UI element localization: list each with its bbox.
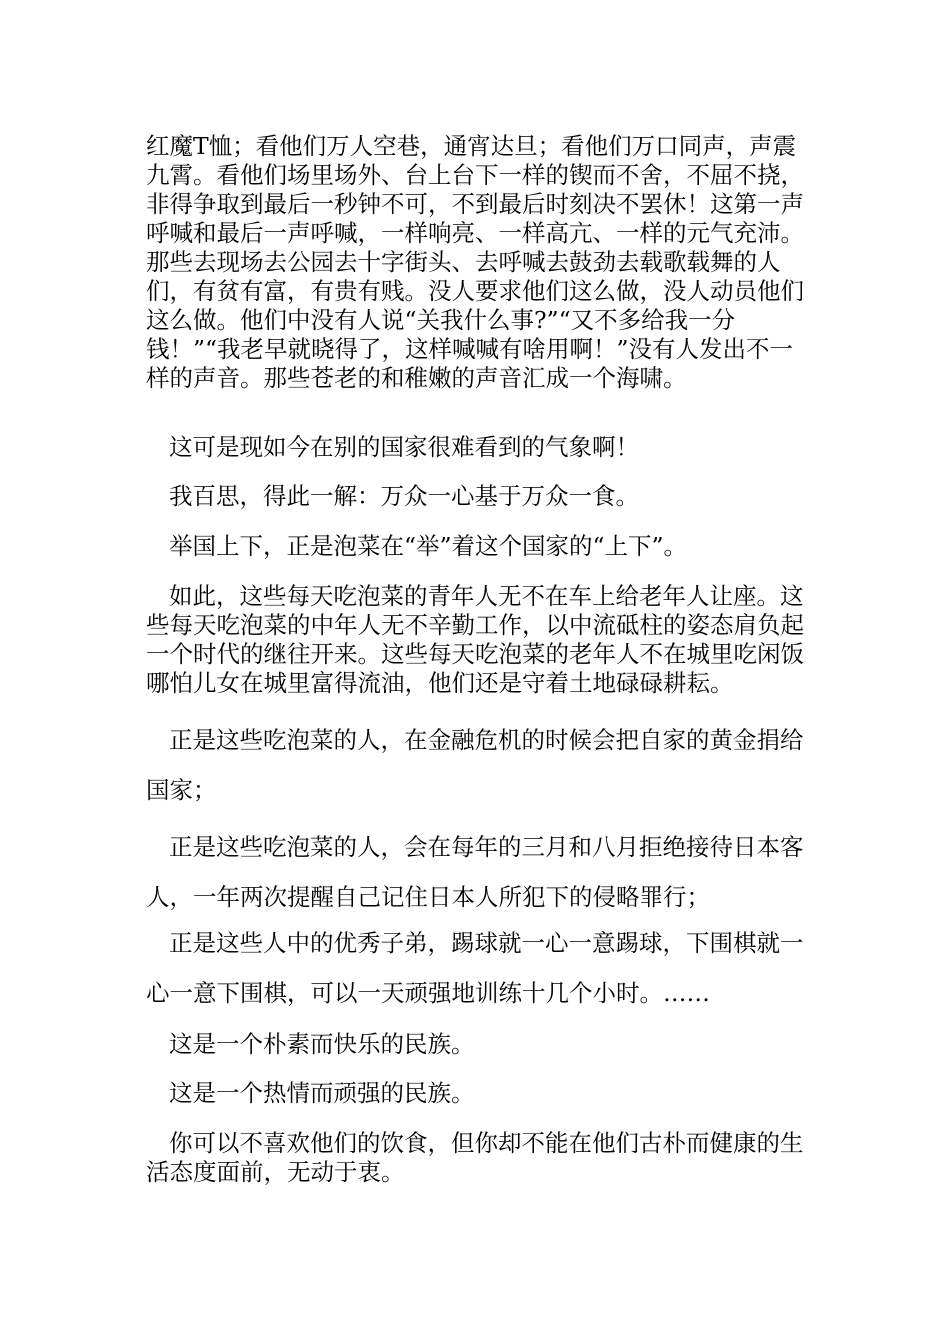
paragraph-2: 这可是现如今在别的国家很难看到的气象啊！: [169, 433, 639, 461]
paragraph-1: 红魔T恤；看他们万人空巷，通宵达旦；看他们万口同声，声震九霄。看他们场里场外、台上台下一样的锲而不舍，不屈不挠，非得争取到最后一秒钟不可，不到最后时刻决不罢休！这第一声呼喊和最后一声呼喊，一样响亮、一样高亢、一样的元气充沛。那些去现场去公园去十字街头、去呼喊去鼓劲去载歌载舞的人们，有贫有富，有贵有贱。没人要求他们这么做，没人动员他们这么做。他们中没有人说“关我什么事?”“又不多给我一分钱！”“我老早就晓得了，这样喊喊有啥用啊！”没有人发出不一样的声音。那些苍老的和稚嫩的声音汇成一个海啸。: [146, 132, 804, 392]
paragraph-3: 我百思，得此一解：万众一心基于万众一食。: [169, 482, 639, 510]
paragraph-10: 这是一个热情而顽强的民族。: [169, 1079, 475, 1107]
paragraph-11: 你可以不喜欢他们的饮食，但你却不能在他们古朴而健康的生活态度面前，无动于衷。: [146, 1129, 804, 1186]
paragraph-7: 正是这些吃泡菜的人，会在每年的三月和八月拒绝接待日本客人，一年两次提醒自己记住日本人所犯下的侵略罪行；: [146, 833, 804, 911]
paragraph-9: 这是一个朴素而快乐的民族。: [169, 1030, 475, 1058]
paragraph-6: 正是这些吃泡菜的人，在金融危机的时候会把自家的黄金捐给国家；: [146, 726, 804, 804]
paragraph-4: 举国上下，正是泡菜在“举”着这个国家的“上下”。: [169, 532, 688, 560]
paragraph-8: 正是这些人中的优秀子弟，踢球就一心一意踢球，下围棋就一心一意下围棋，可以一天顽强地训练十几个小时。……: [146, 929, 804, 1007]
paragraph-5: 如此，这些每天吃泡菜的青年人无不在车上给老年人让座。这些每天吃泡菜的中年人无不辛勤工作，以中流砥柱的姿态肩负起一个时代的继往开来。这些每天吃泡菜的老年人不在城里吃闲饭哪怕儿女在城里富得流油，他们还是守着土地碌碌耕耘。: [146, 582, 804, 697]
